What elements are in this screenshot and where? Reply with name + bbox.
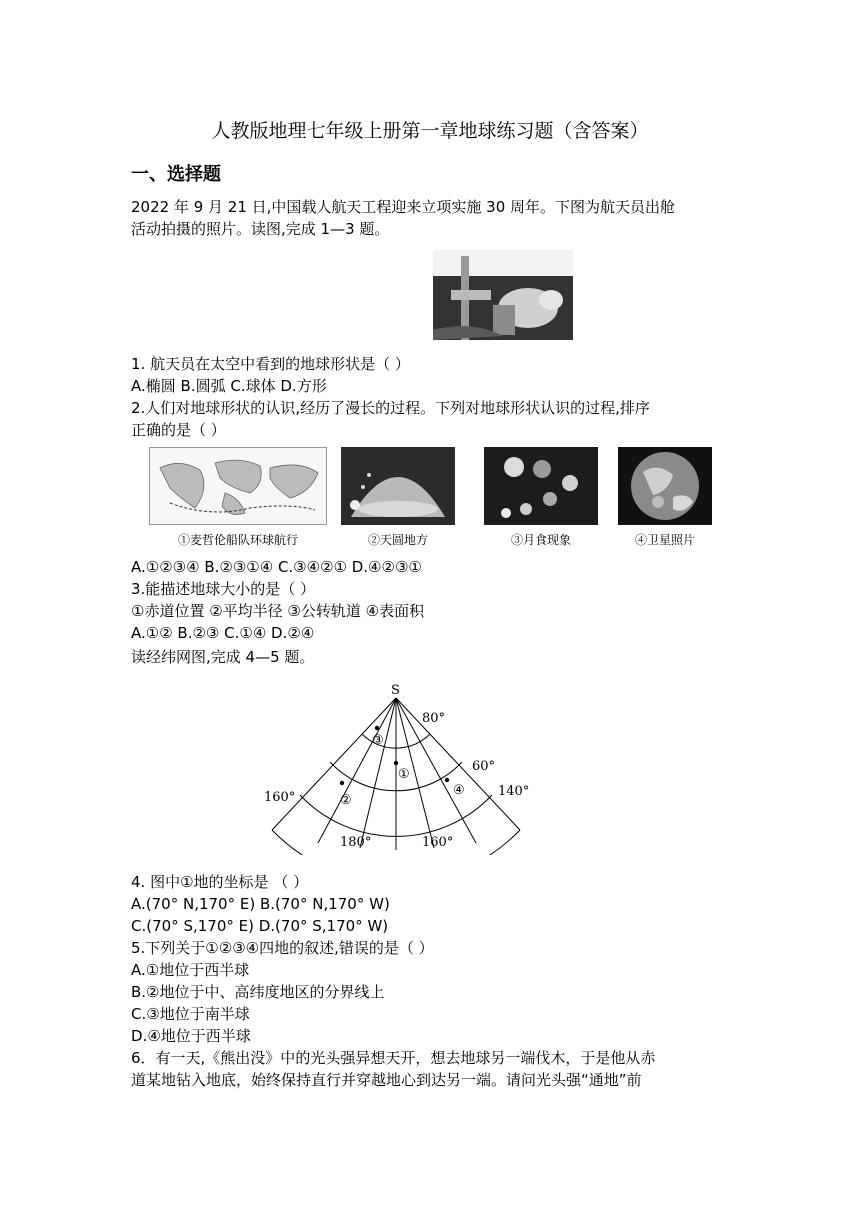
question-6-line-2: 道某地钻入地底，始终保持直行并穿越地心到达另一端。请问光头强“通地”前	[131, 1071, 642, 1089]
lon-160-left-label: 160°	[264, 790, 296, 805]
question-6-line-1: 6．有一天,《熊出没》中的光头强异想天开，想去地球另一端伐木，于是他从赤	[131, 1049, 656, 1067]
lon-140-label: 140°	[498, 784, 530, 799]
question-3-items: ①赤道位置 ②平均半径 ③公转轨道 ④表面积	[131, 602, 425, 620]
question-1-options: A.椭圆 B.圆弧 C.球体 D.方形	[131, 377, 327, 395]
question-1: 1. 航天员在太空中看到的地球形状是（ ）	[131, 355, 410, 373]
lat-80-label: 80°	[422, 711, 446, 726]
graticule-diagram	[250, 680, 550, 855]
caption-3: ③月食现象	[510, 533, 571, 547]
question-5: 5.下列关于①②③④四地的叙述,错误的是（ ）	[131, 939, 434, 957]
question-5-option-c: C.③地位于南半球	[131, 1005, 250, 1023]
caption-2: ②天圆地方	[367, 533, 428, 547]
question-4-options-cd: C.(70° S,170° E) D.(70° S,170° W)	[131, 917, 389, 935]
document-title: 人教版地理七年级上册第一章地球练习题（含答案）	[211, 120, 649, 142]
caption-1: ①麦哲伦船队环球航行	[177, 533, 298, 547]
magellan-voyage-image	[149, 447, 327, 548]
question-2-options: A.①②③④ B.②③①④ C.③④②① D.④②③①	[131, 558, 422, 576]
satellite-photo-image	[618, 447, 712, 548]
intro-line-2: 活动拍摄的照片。读图,完成 1—3 题。	[131, 220, 390, 238]
pole-label: S	[391, 683, 400, 698]
question-2-line-2: 正确的是（ ）	[131, 421, 226, 439]
intro-line-1: 2022 年 9 月 21 日,中国载人航天工程迎来立项实施 30 周年。下图为航天员出舱	[131, 198, 676, 216]
point-1-label: ①	[398, 767, 410, 782]
caption-4: ④卫星照片	[634, 533, 695, 547]
lunar-eclipse-image	[484, 447, 598, 548]
map-intro: 读经纬网图,完成 4—5 题。	[131, 648, 315, 666]
lon-180-label: 180°	[340, 835, 372, 850]
astronaut-photo	[433, 250, 573, 340]
point-2-label: ②	[340, 793, 352, 808]
heaven-round-earth-square-image	[341, 447, 455, 548]
question-4: 4. 图中①地的坐标是 （ ）	[131, 873, 309, 891]
question-4-options-ab: A.(70° N,170° E) B.(70° N,170° W)	[131, 895, 390, 913]
question-3: 3.能描述地球大小的是（ ）	[131, 580, 316, 598]
question-3-options: A.①② B.②③ C.①④ D.②④	[131, 624, 315, 642]
question-5-option-b: B.②地位于中、高纬度地区的分界线上	[131, 983, 385, 1001]
point-3-label: ③	[372, 733, 384, 748]
lat-60-label: 60°	[472, 759, 496, 774]
section-heading: 一、选择题	[131, 164, 221, 185]
question-2-line-1: 2.人们对地球形状的认识,经历了漫长的过程。下列对地球形状认识的过程,排序	[131, 399, 650, 417]
point-4-label: ④	[453, 783, 465, 798]
lon-160-bottom-label: 160°	[422, 835, 454, 850]
question-5-option-d: D.④地位于西半球	[131, 1027, 251, 1045]
question-5-option-a: A.①地位于西半球	[131, 961, 250, 979]
